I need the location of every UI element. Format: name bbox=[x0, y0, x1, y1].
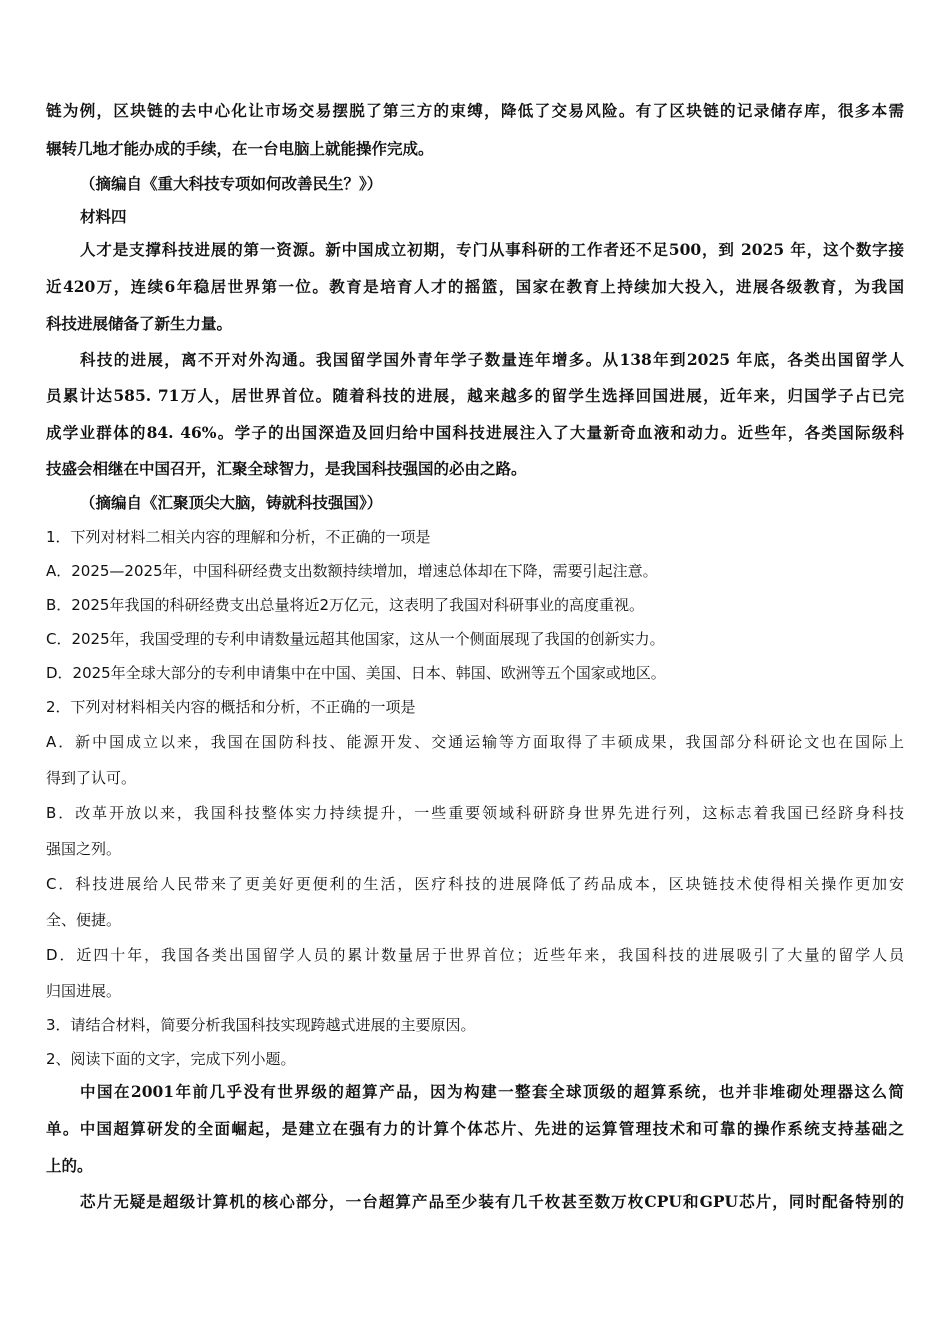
question-1-option-a: A．2025—2025年，中国科研经费支出数额持续增加，增速总体却在下降，需要引起注意。 bbox=[46, 562, 658, 580]
material4-p2-line-1: 科技的进展，离不开对外沟通。我国留学国外青年学子数量连年增多。从138年到2025 年底，各类出国留学人 bbox=[80, 350, 904, 369]
material3-line-1: 链为例，区块链的去中心化让市场交易摆脱了第三方的束缚，降低了交易风险。有了区块链的记录储存库，很多本需 bbox=[46, 101, 904, 120]
question-1-option-b: B．2025年我国的科研经费支出总量将近2万亿元，这表明了我国对科研事业的高度重视。 bbox=[46, 596, 645, 614]
question-2-option-c-line-1: C．科技进展给人民带来了更美好更便利的生活，医疗科技的进展降低了药品成本，区块链技术使得相关操作更加安 bbox=[46, 875, 904, 893]
material4-p1-line-3: 科技进展储备了新生力量。 bbox=[46, 314, 233, 333]
material3-line-2: 辗转几地才能办成的手续，在一台电脑上就能操作完成。 bbox=[46, 139, 434, 158]
source-citation-3: （摘编自《重大科技专项如何改善民生？》） bbox=[80, 174, 383, 193]
question-1-option-c: C．2025年，我国受理的专利申请数量远超其他国家，这从一个侧面展现了我国的创新实力。 bbox=[46, 630, 665, 648]
passage-p1-line-3: 上的。 bbox=[46, 1156, 93, 1175]
source-citation-4: （摘编自《汇聚顶尖大脑，铸就科技强国》） bbox=[80, 493, 383, 512]
material4-p2-line-2: 员累计达585. 71万人，居世界首位。随着科技的进展，越来越多的留学生选择回国进展，近年来，归国学子占已完 bbox=[46, 386, 904, 405]
passage-p1-line-2: 单。中国超算研发的全面崛起，是建立在强有力的计算个体芯片、先进的运算管理技术和可靠的操作系统支持基础之 bbox=[46, 1119, 904, 1138]
material4-heading: 材料四 bbox=[80, 207, 127, 226]
question-2-option-b-line-2: 强国之列。 bbox=[46, 840, 122, 858]
material4-p2-line-3: 成学业群体的84. 46%。学子的出国深造及回归给中国科技进展注入了大量新奇血液和动力。近些年，各类国际级科 bbox=[46, 423, 904, 442]
material4-p1-line-2: 近420万，连续6年稳居世界第一位。教育是培育人才的摇篮，国家在教育上持续加大投入，进展各级教育，为我国 bbox=[46, 277, 904, 296]
question-2-stem: 2．下列对材料相关内容的概括和分析，不正确的一项是 bbox=[46, 698, 416, 716]
question-2-option-c-line-2: 全、便捷。 bbox=[46, 911, 122, 929]
passage-p2-line-1: 芯片无疑是超级计算机的核心部分，一台超算产品至少装有几千枚甚至数万枚CPU和GPU芯片，同时配备特别的 bbox=[80, 1192, 904, 1211]
passage-p1-line-1: 中国在2001年前几乎没有世界级的超算产品，因为构建一整套全球顶级的超算系统，也并非堆砌处理器这么简 bbox=[80, 1082, 904, 1101]
material4-p1-line-1: 人才是支撑科技进展的第一资源。新中国成立初期，专门从事科研的工作者还不足500，到 2025 年，这个数字接 bbox=[80, 240, 904, 259]
question-1-option-d: D．2025年全球大部分的专利申请集中在中国、美国、日本、韩国、欧洲等五个国家或地区。 bbox=[46, 664, 666, 682]
question-2-option-b-line-1: B．改革开放以来，我国科技整体实力持续提升，一些重要领域科研跻身世界先进行列，这标志着我国已经跻身科技 bbox=[46, 804, 904, 822]
question-2-option-a-line-2: 得到了认可。 bbox=[46, 769, 137, 787]
section-2-heading: 2、阅读下面的文字，完成下列小题。 bbox=[46, 1050, 296, 1068]
material4-p2-line-4: 技盛会相继在中国召开，汇聚全球智力，是我国科技强国的必由之路。 bbox=[46, 459, 527, 478]
question-2-option-a-line-1: A．新中国成立以来，我国在国防科技、能源开发、交通运输等方面取得了丰硕成果，我国部分科研论文也在国际上 bbox=[46, 733, 904, 751]
question-1-stem: 1．下列对材料二相关内容的理解和分析，不正确的一项是 bbox=[46, 528, 431, 546]
question-2-option-d-line-1: D．近四十年，我国各类出国留学人员的累计数量居于世界首位；近些年来，我国科技的进展吸引了大量的留学人员 bbox=[46, 946, 904, 964]
question-2-option-d-line-2: 归国进展。 bbox=[46, 982, 122, 1000]
question-3: 3．请结合材料，简要分析我国科技实现跨越式进展的主要原因。 bbox=[46, 1016, 476, 1034]
